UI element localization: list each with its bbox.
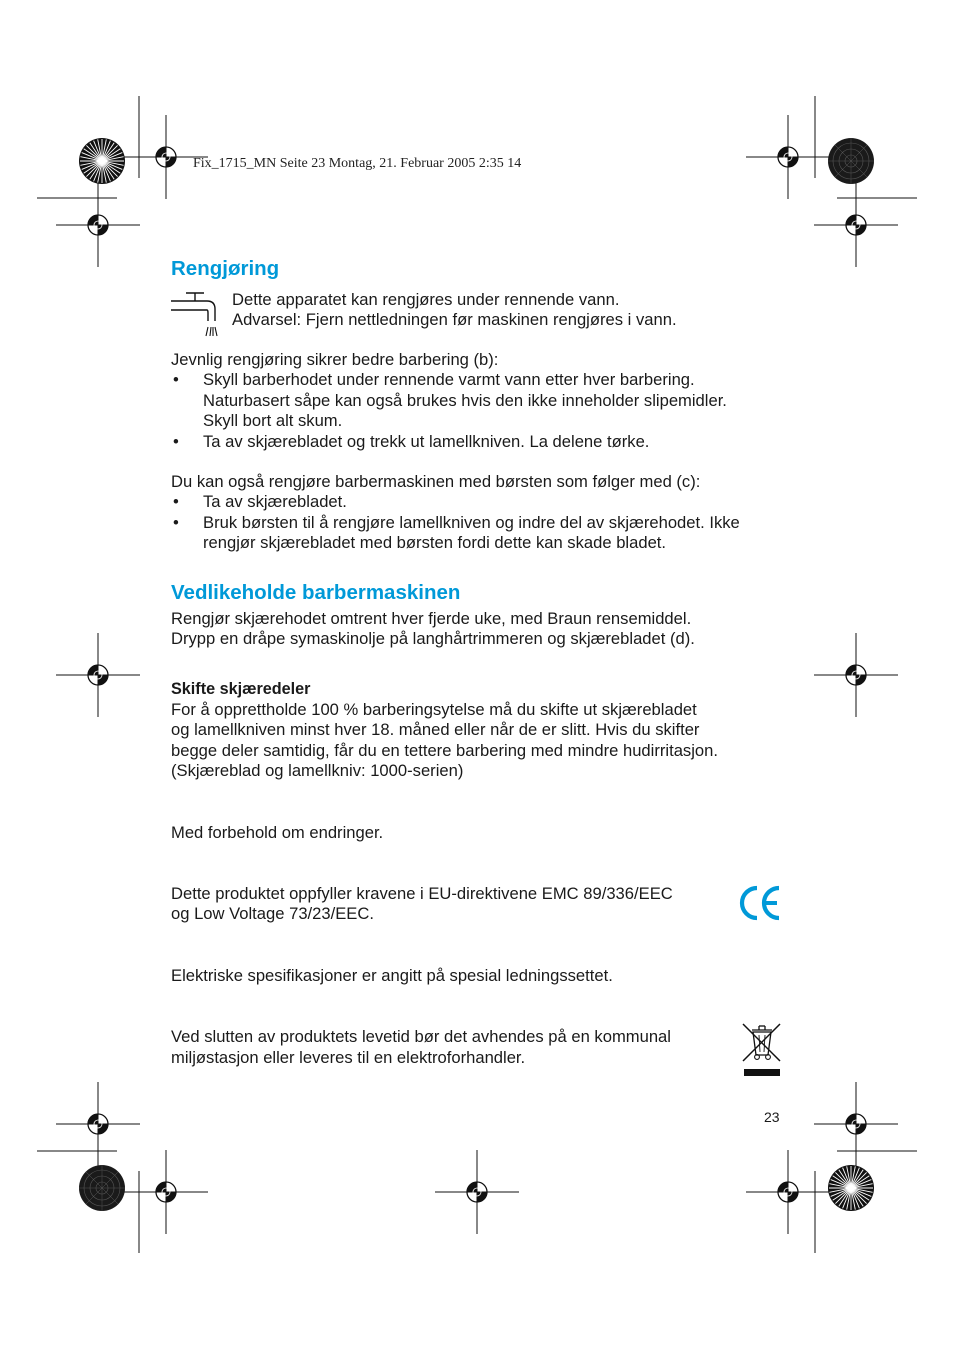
disposal-note xyxy=(171,1027,791,1068)
ce-line-1: Dette produktet oppfyller kravene i EU-direktivene EMC 89/336/EEC xyxy=(171,883,673,903)
heading-maintenance: Vedlikeholde barbermaskinen xyxy=(171,580,461,604)
list-item-line: rengjør skjærebladet med børsten fordi dette kan skade bladet. xyxy=(203,533,667,553)
rinse-text-1: Dette apparatet kan rengjøres under rennende vann. xyxy=(232,290,620,309)
replace-line-2: og lamellkniven minst hver 18. måned eller når de er slitt. Hvis du skifter xyxy=(171,720,700,740)
maintenance-line-2: Drypp en dråpe symaskinolje på langhårtrimmeren og skjærebladet (d). xyxy=(171,629,695,649)
list-item-line: Ta av skjærebladet og trekk ut lamellkniven. La delene tørke. xyxy=(203,431,650,451)
list-item-line: Bruk børsten til å rengjøre lamellkniven og indre del av skjærehodet. Ikke xyxy=(203,512,740,532)
brush-intro: Du kan også rengjøre barbermaskinen med børsten som følger med (c): xyxy=(171,472,701,492)
list-item-line: Skyll barberhodet under rennende varmt vann etter hver barbering. xyxy=(203,370,695,390)
brush-list xyxy=(171,492,791,553)
page-content xyxy=(171,256,791,1068)
replace-line-4: (Skjæreblad og lamellkniv: 1000-serien) xyxy=(171,761,464,781)
replace-line-3: begge deler samtidig, får du en tettere barbering med mindre hudirritasjon. xyxy=(171,740,718,760)
list-item: • Skyll barberhodet under rennende varmt vann etter hver barbering. Naturbasert såpe kan også brukes hvis den ikke inneholder slipemidler. Skyll bort alt skum. xyxy=(173,370,727,431)
disposal-line-1: Ved slutten av produktets levetid bør det avhendes på en kommunal xyxy=(171,1027,671,1047)
maintenance-line-1: Rengjør skjærehodet omtrent hver fjerde uke, med Braun rensemiddel. xyxy=(171,608,692,628)
list-item-line: Skyll bort alt skum. xyxy=(203,411,343,431)
rinse-note xyxy=(171,290,791,338)
subheading-replace-parts: Skifte skjæredeler xyxy=(171,680,311,699)
replace-line-1: For å opprettholde 100 % barberingsytelse må du skifte ut skjærebladet xyxy=(171,699,697,719)
changes-notice: Med forbehold om endringer. xyxy=(171,822,384,842)
heading-cleaning: Rengjøring xyxy=(171,257,280,280)
cleaning-list xyxy=(171,370,791,452)
ce-mark-icon xyxy=(736,881,784,925)
list-item-line: Naturbasert såpe kan også brukes hvis den ikke inneholder slipemidler. xyxy=(203,390,727,410)
list-item: • Bruk børsten til å rengjøre lamellkniven og indre del av skjærehodet. Ikke rengjør skjærebladet med børsten fordi dette kan skade bladet. xyxy=(173,512,740,553)
ce-line-2: og Low Voltage 73/23/EEC. xyxy=(171,904,374,924)
ce-compliance xyxy=(171,884,791,925)
list-item: • Ta av skjærebladet. xyxy=(173,492,347,512)
print-slug: Fix_1715_MN Seite 23 Montag, 21. Februar 2005 2:35 14 xyxy=(193,156,522,171)
water-tap-icon xyxy=(171,291,223,337)
list-item: • Ta av skjærebladet og trekk ut lamellkniven. La delene tørke. xyxy=(173,431,650,451)
page-number: 23 xyxy=(764,1109,780,1125)
crossed-bin-icon xyxy=(740,1021,784,1079)
electrical-specs: Elektriske spesifikasjoner er angitt på spesial ledningssettet. xyxy=(171,965,613,985)
rinse-warning: Advarsel: Fjern nettledningen før maskinen rengjøres i vann. xyxy=(232,310,677,330)
list-item-line: Ta av skjærebladet. xyxy=(203,492,347,512)
disposal-line-2: miljøstasjon eller leveres til en elektroforhandler. xyxy=(171,1047,526,1067)
cleaning-intro: Jevnlig rengjøring sikrer bedre barbering (b): xyxy=(171,350,499,369)
